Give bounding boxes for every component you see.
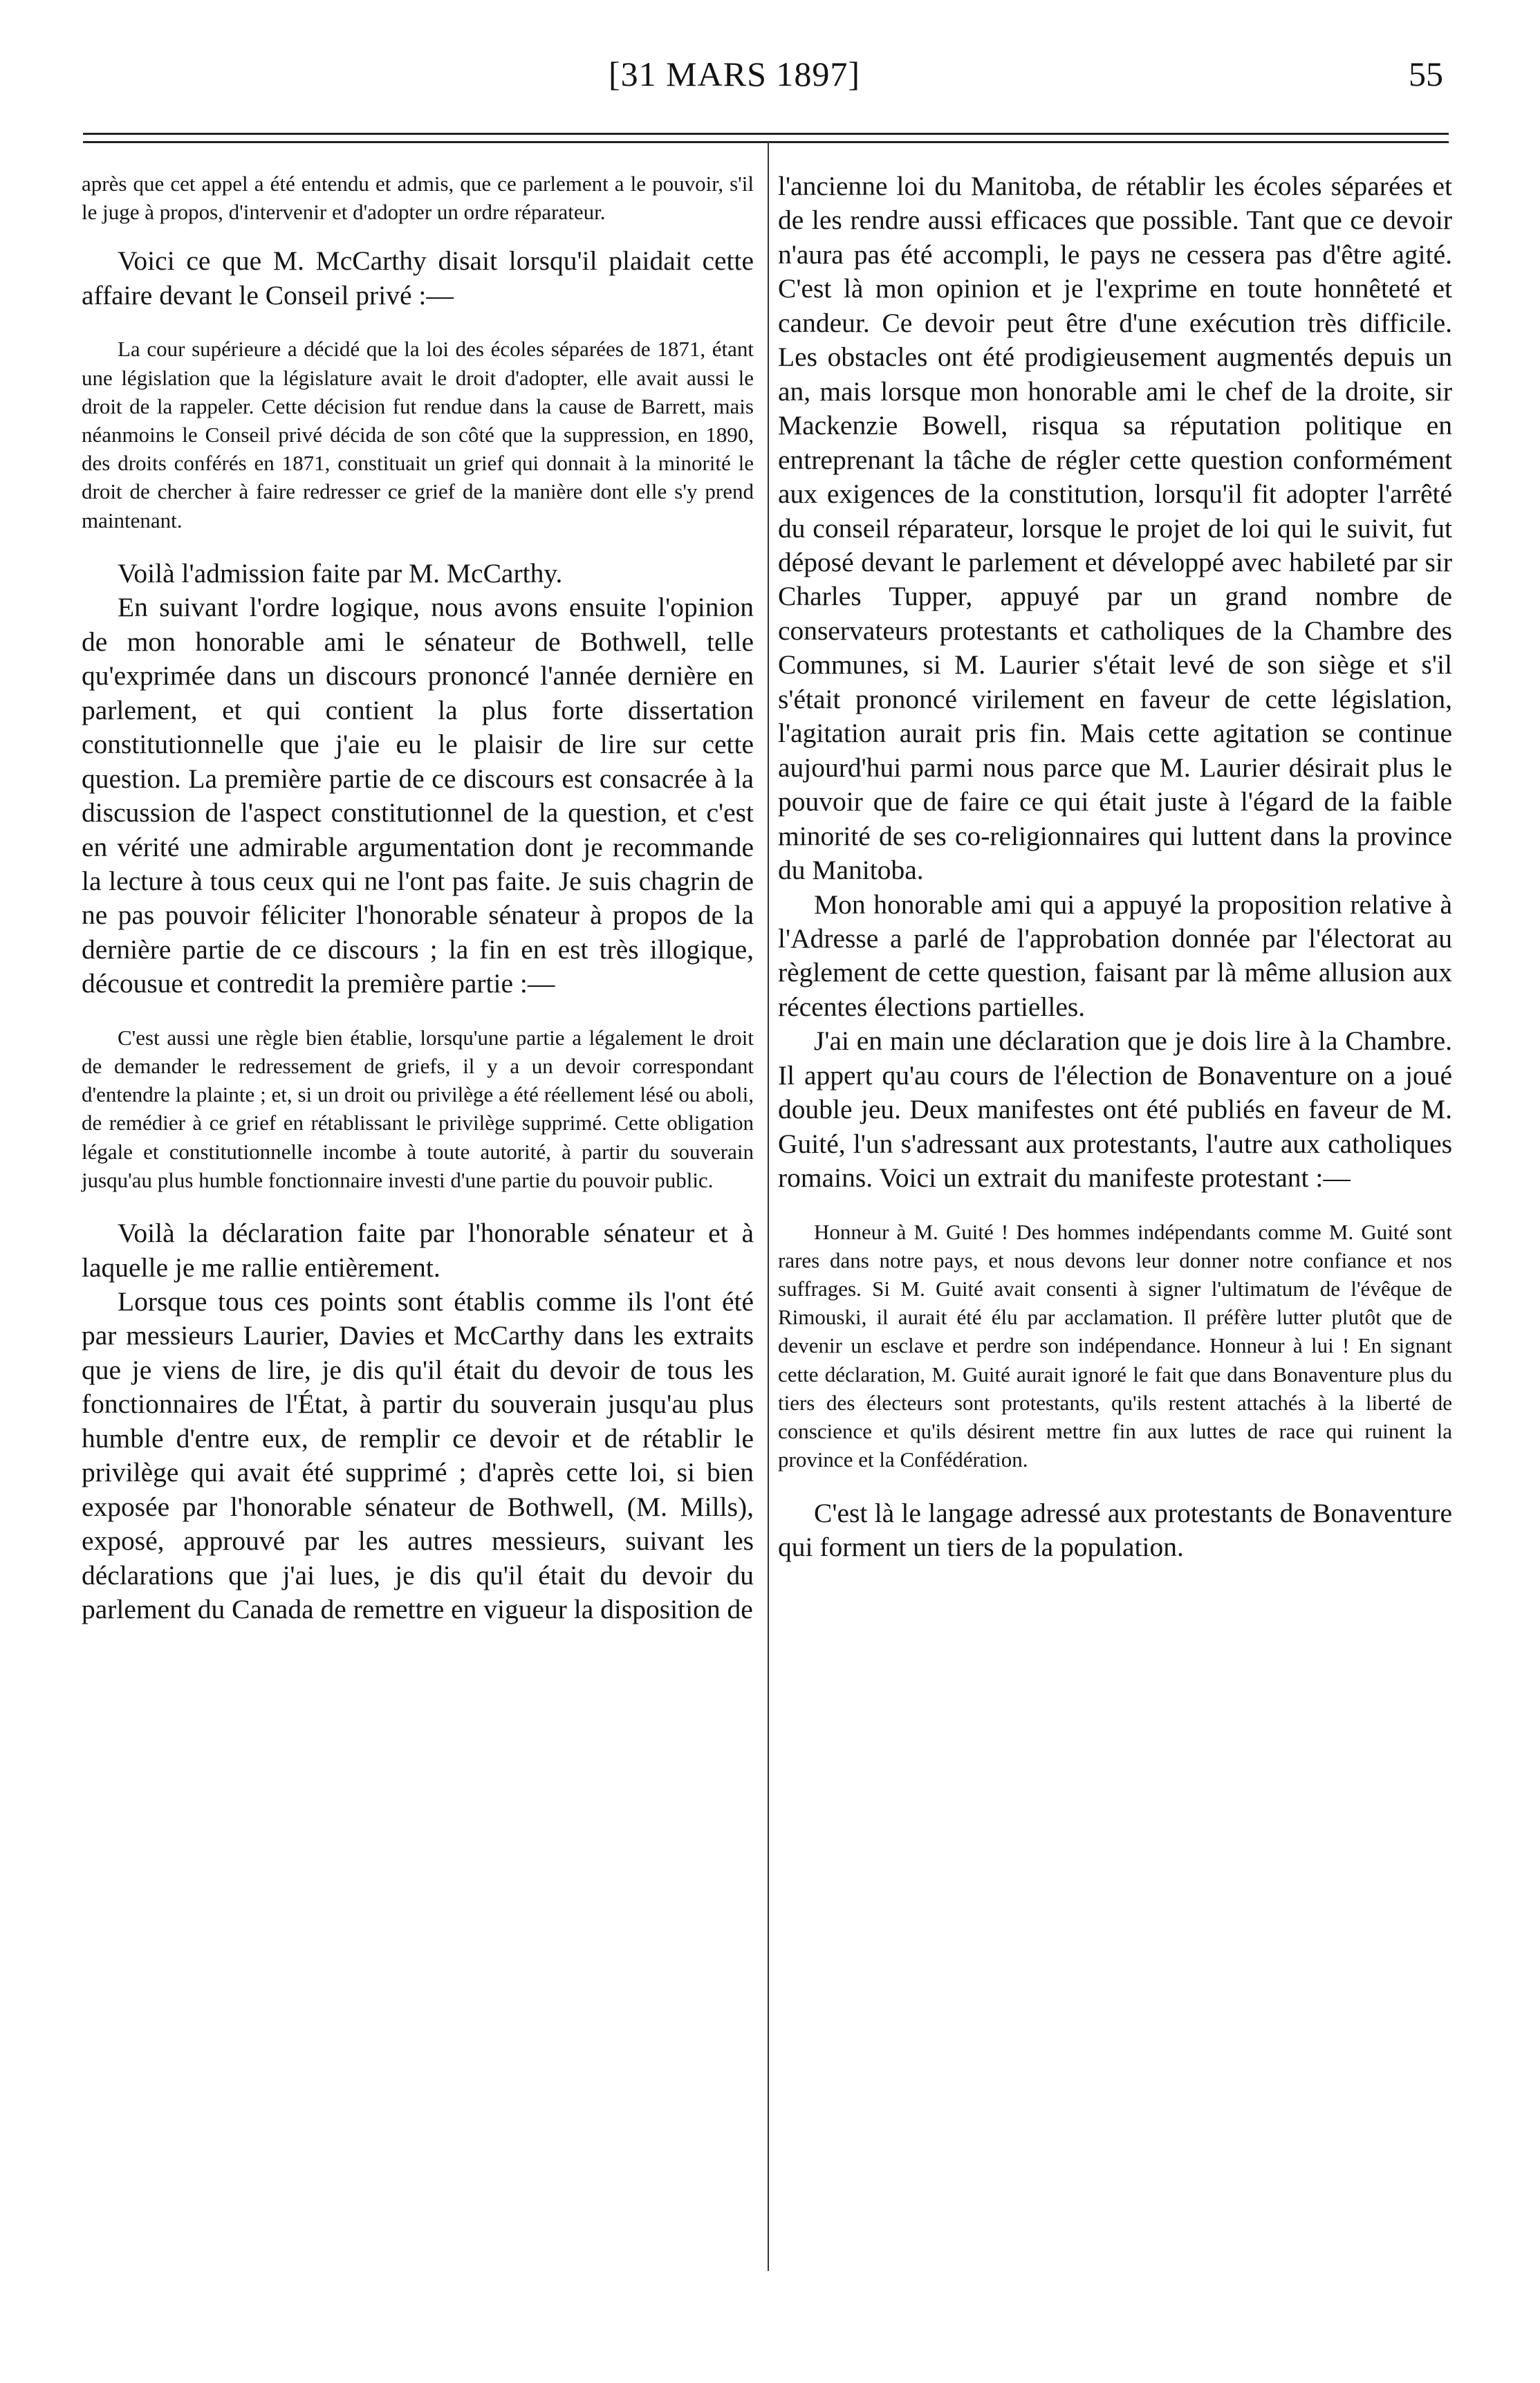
body-paragraph: Voici ce que M. McCarthy disait lorsqu'il plaidait cette affaire devant le Conseil privé :—	[82, 245, 754, 310]
left-column	[82, 169, 754, 1627]
body-paragraph: En suivant l'ordre logique, nous avons ensuite l'opinion de mon honorable ami le sénateur de Bothwell, telle qu'exprimée dans un discours prononcé l'année dernière en parlement, et qui contient la plus forte dissertation constitutionnelle que j'aie eu le plaisir de lire sur cette question. La première partie de ce discours est consacrée à la discussion de l'aspect constitutionnel de la question, et c'est en vérité une admirable argumentation dont je recommande la lecture à tous ceux qui ne l'ont pas faite. Je suis chagrin de ne pas pouvoir féliciter l'honorable sénateur à propos de la dernière partie de ce discours ; la fin en est très illogique, décousue et contredit la première partie :—	[82, 592, 754, 999]
page-number: 55	[1409, 55, 1443, 93]
body-paragraph: Lorsque tous ces points sont établis comme ils l'ont été par messieurs Laurier, Davies et McCarthy dans les extraits que je viens de lire, je dis qu'il était du devoir de tous les fonctionnaires de l'État, à partir du souverain jusqu'au plus humble d'entre eux, de remplir ce devoir et de rétablir le privilège qui avait été supprimé ; d'après cette loi, si bien exposée par l'honorable sénateur de Bothwell, (M. Mills), exposé, approuvé par les autres messieurs, suivant les déclarations que j'ai lues, je dis qu'il était du devoir du parlement du Canada de remettre en vigueur la disposition de	[82, 1286, 754, 1625]
right-column	[778, 169, 1452, 1564]
page-header	[0, 54, 1540, 116]
column-divider	[768, 141, 769, 2271]
body-paragraph: J'ai en main une déclaration que je dois lire à la Chambre. Il appert qu'au cours de l'élection de Bonaventure on a joué double jeu. Deux manifestes ont été publiés en faveur de M. Guité, l'un s'adressant aux protestants, l'autre aux catholiques romains. Voici un extrait du manifeste protestant :—	[778, 1026, 1452, 1194]
quote-paragraph: C'est aussi une règle bien établie, lorsqu'une partie a légalement le droit de demander le redressement de griefs, il y a un devoir correspondant d'entendre la plainte ; et, si un droit ou privilège a été réellement lésé ou aboli, de remédier à ce grief en rétablissant le privilège supprimé. Cette obligation légale et constitutionnelle incombe à toute autorité, à partir du souverain jusqu'au plus humble fonctionnaire investi d'une partie du pouvoir public.	[82, 1025, 754, 1192]
header-rule-top	[83, 133, 1449, 135]
body-paragraph: l'ancienne loi du Manitoba, de rétablir les écoles séparées et de les rendre aussi efficaces que possible. Tant que ce devoir n'aura pas été accompli, le pays ne cessera pas d'être agité. C'est là mon opinion et je l'exprime en toute honnêteté et candeur. Ce devoir peut être d'une exécution très difficile. Les obstacles ont été prodigieusement augmentés depuis un an, mais lorsque mon honorable ami le chef de la droite, sir Mackenzie Bowell, risqua sa réputation politique en entreprenant la tâche de régler cette question conformément aux exigences de la constitution, lorsqu'il fit adopter l'arrêté du conseil réparateur, lorsque le projet de loi qui le suivit, fut déposé devant le parlement et développé avec habileté par sir Charles Tupper, appuyé par un grand nombre de conservateurs protestants et catholiques de la Chambre des Communes, si M. Laurier s'était levé de son siège et s'il s'était prononcé virilement en faveur de cette législation, l'agitation aurait pris fin. Mais cette agitation se continue aujourd'hui parmi nous parce que M. Laurier désirait plus le pouvoir que de faire ce qui était juste à l'égard de la faible minorité de ses co-religionnaires qui luttent dans la province du Manitoba.	[778, 171, 1452, 886]
session-date: [31 MARS 1897]	[609, 55, 861, 93]
header-rule-bottom	[83, 141, 1449, 143]
body-paragraph: Mon honorable ami qui a appuyé la proposition relative à l'Adresse a parlé de l'approbation donnée par l'électorat au règlement de cette question, faisant par là même allusion aux récentes élections partielles.	[778, 889, 1452, 1022]
quote-paragraph: après que cet appel a été entendu et admis, que ce parlement a le pouvoir, s'il le juge à propos, d'intervenir et d'adopter un ordre réparateur.	[82, 171, 754, 225]
body-paragraph: Voilà la déclaration faite par l'honorable sénateur et à laquelle je me rallie entièrement.	[82, 1218, 754, 1283]
body-paragraph: C'est là le langage adressé aux protestants de Bonaventure qui forment un tiers de la population.	[778, 1497, 1452, 1563]
quote-paragraph: La cour supérieure a décidé que la loi des écoles séparées de 1871, étant une législation que la législature avait le droit d'adopter, elle avait aussi le droit de la rappeler. Cette décision fut rendue dans la cause de Barrett, mais néanmoins le Conseil privé décida de son côté que la suppression, en 1890, des droits conférés en 1871, constituait un grief qui donnait à la minorité le droit de chercher à faire redresser ce grief de la manière dont elle s'y prend maintenant.	[82, 337, 754, 532]
body-paragraph: Voilà l'admission faite par M. McCarthy.	[118, 557, 563, 588]
quote-paragraph: Honneur à M. Guité ! Des hommes indépendants comme M. Guité sont rares dans notre pays, et nous devons leur donner notre confiance et nos suffrages. Si M. Guité avait consenti à signer l'ultimatum de l'évêque de Rimouski, il aurait été élu par acclamation. Il préfère lutter plutôt que de devenir un esclave et perdre son indépendance. Honneur à lui ! En signant cette déclaration, M. Guité aurait ignoré le fait que dans Bonaventure plus du tiers des électeurs sont protestants, qu'ils restent attachés à la liberté de conscience et qu'ils désirent mettre fin aux luttes de race qui ruinent la province et la Confédération.	[778, 1219, 1452, 1472]
